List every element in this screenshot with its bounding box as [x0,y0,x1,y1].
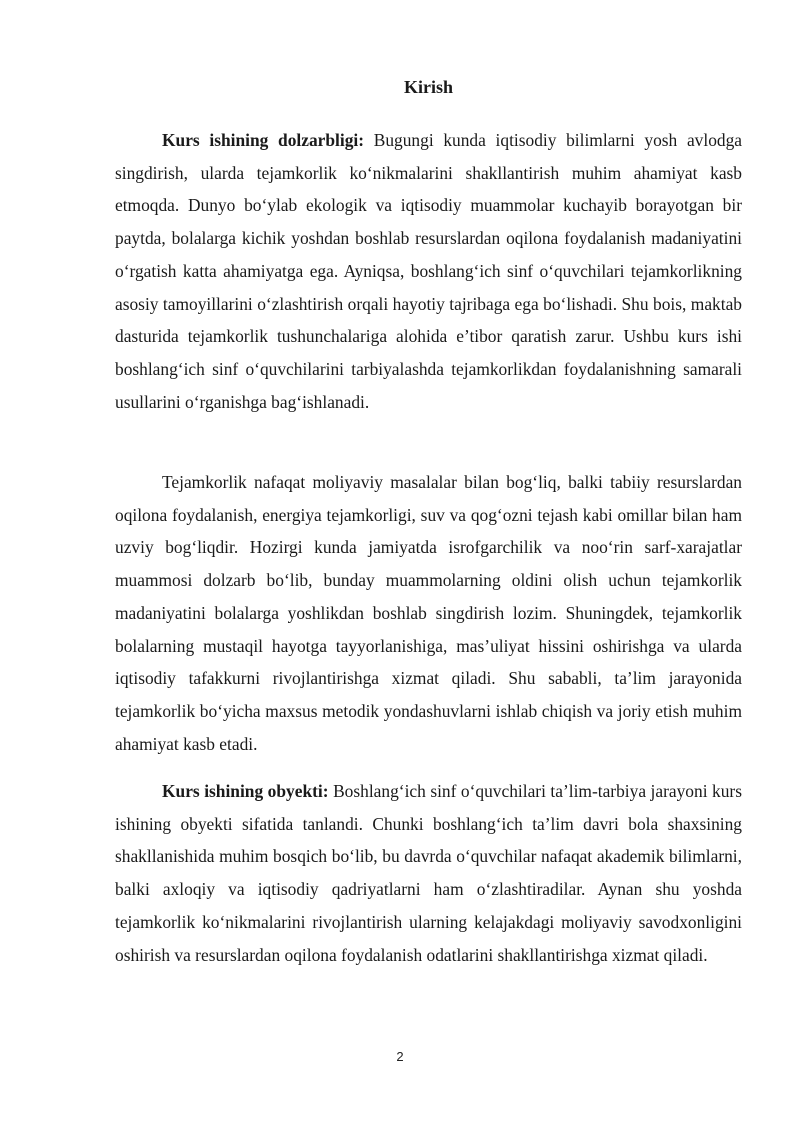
paragraph-body-thrift: Tejamkorlik nafaqat moliyaviy masalalar bilan bog‘liq, balki tabiiy resurslardan oqilona foydalanish, energiya tejamkorligi, suv va qog‘ozni tejash kabi omillar bilan ham uzviy bog‘liqdir. Hozirgi kunda jamiyatda isrofgarchilik va noo‘rin sarf-xarajatlar muammosi dolzarb bo‘lib, bunday muammolarning oldini olish uchun tejamkorlik madaniyatini bolalarga yoshlikdan boshlab singdirish lozim. Shuningdek, tejamkorlik bolalarning mustaqil hayotga tayyorlanishiga, mas’uliyat hissini oshirishga va ularda iqtisodiy tafakkurni rivojlantirishga xizmat qiladi. Shu sababli, ta’lim jarayonida tejamkorlik bo‘yicha maxsus metodik yondashuvlarni ishlab chiqish va joriy etish muhim ahamiyat kasb etadi. [115,472,742,754]
paragraph-relevance [115,124,742,418]
paragraph-lead-object: Kurs ishining obyekti: [162,781,329,801]
page-number: 2 [396,1049,404,1064]
paragraph-body-object: Boshlang‘ich sinf o‘quvchilari ta’lim-tarbiya jarayoni kurs ishining obyekti sifatida tanlandi. Chunki boshlang‘ich ta’lim davri bola shaxsining shakllanishida muhim bosqich bo‘lib, bu davrda o‘quvchilar nafaqat akademik bilimlarni, balki axloqiy va iqtisodiy qadriyatlarni ham o‘zlashtiradilar. Aynan shu yoshda tejamkorlik ko‘nikmalarini rivojlantirish ularning kelajakdagi moliyaviy savodxonligini oshirish va resurslardan oqilona foydalanish odatlarini shakllantirishga xizmat qiladi. [115,781,742,965]
paragraph-body-relevance: Bugungi kunda iqtisodiy bilimlarni yosh avlodga singdirish, ularda tejamkorlik ko‘nikmalarini shakllantirish muhim ahamiyat kasb etmoqda. Dunyo bo‘ylab ekologik va iqtisodiy muammolar kuchayib borayotgan bir paytda, bolalarga kichik yoshdan boshlab resurslardan oqilona foydalanish madaniyatini o‘rgatish katta ahamiyatga ega. Ayniqsa, boshlang‘ich sinf o‘quvchilari tejamkorlikning asosiy tamoyillarini o‘zlashtirish orqali hayotiy tajribaga ega bo‘lishadi. Shu bois, maktab dasturida tejamkorlik tushunchalariga alohida e’tibor qaratish zarur. Ushbu kurs ishi boshlang‘ich sinf o‘quvchilarini tarbiyalashda tejamkorlikdan foydalanishning samarali usullarini o‘rganishga bag‘ishlanadi. [115,130,742,412]
paragraph-object [115,775,742,971]
section-title: Kirish [403,77,453,97]
paragraph-thrift [115,466,742,760]
paragraph-lead-relevance: Kurs ishining dolzarbligi: [162,130,365,150]
